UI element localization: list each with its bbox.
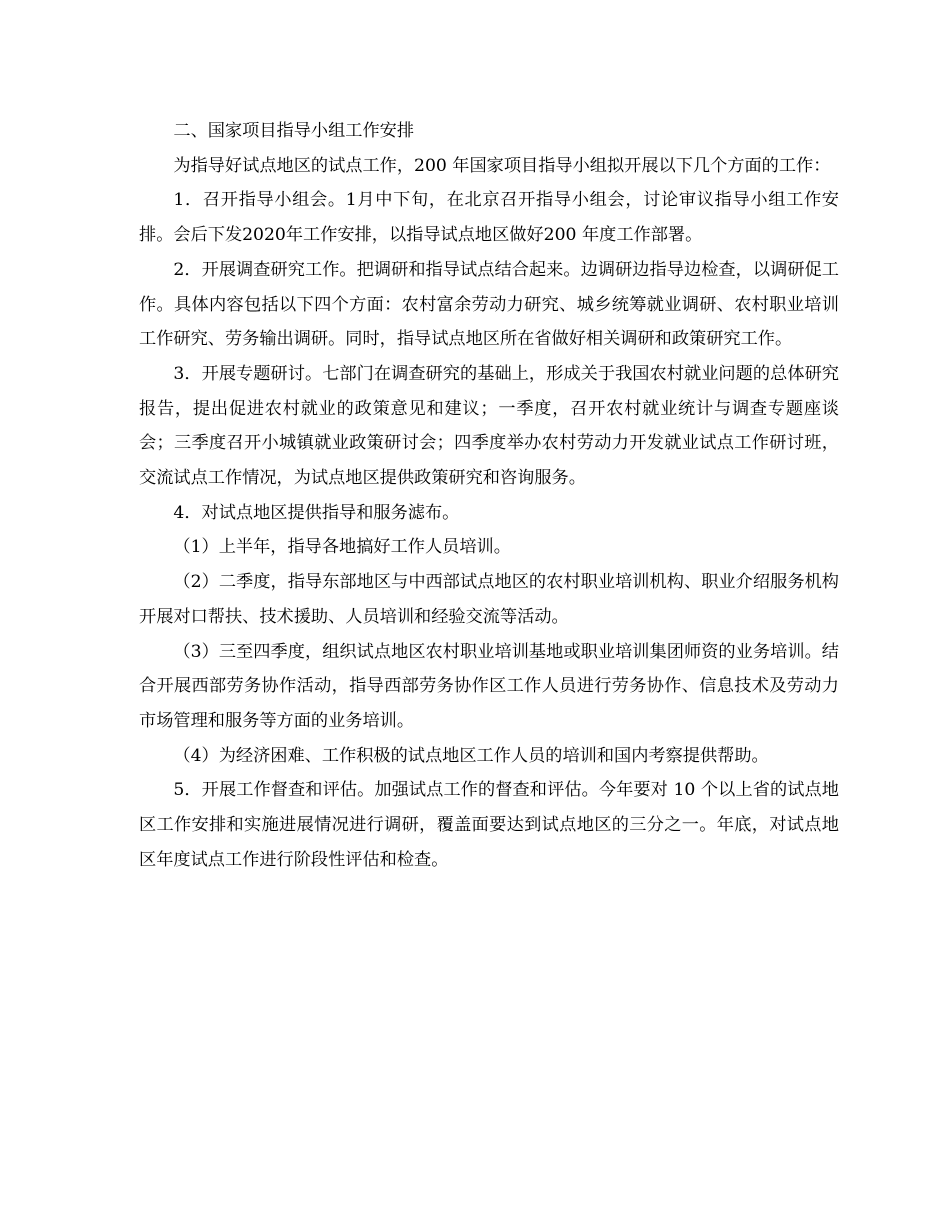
item-2-paragraph: 2．开展调查研究工作。把调研和指导试点结合起来。边调研边指导边检查，以调研促工作。具体内容包括以下四个方面：农村富余劳动力研究、城乡统筹就业调研、农村职业培训工作研究、劳务输出调研。同时，指导试点地区所在省做好相关调研和政策研究工作。 xyxy=(139,259,839,350)
document-body xyxy=(139,114,839,877)
section-heading: 二、国家项目指导小组工作安排 xyxy=(173,121,415,141)
subitem-4-paragraph: （4）为经济困难、工作积极的试点地区工作人员的培训和国内考察提供帮助。 xyxy=(173,745,769,766)
item-3-paragraph: 3．开展专题研讨。七部门在调查研究的基础上，形成关于我国农村就业问题的总体研究报告，提出促进农村就业的政策意见和建议；一季度，召开农村就业统计与调查专题座谈会；三季度召开小城镇就业政策研讨会；四季度举办农村劳动力开发就业试点工作研讨班，交流试点工作情况，为试点地区提供政策研究和咨询服务。 xyxy=(139,363,839,489)
intro-paragraph: 为指导好试点地区的试点工作，200 年国家项目指导小组拟开展以下几个方面的工作： xyxy=(173,155,831,176)
item-4-paragraph: 4．对试点地区提供指导和服务滤布。 xyxy=(173,502,460,523)
subitem-2-paragraph: （2）二季度，指导东部地区与中西部试点地区的农村职业培训机构、职业介绍服务机构开展对口帮扶、技术援助、人员培训和经验交流等活动。 xyxy=(139,572,839,627)
item-5-paragraph: 5．开展工作督查和评估。加强试点工作的督查和评估。今年要对 10 个以上省的试点地区工作安排和实施进展情况进行调研，覆盖面要达到试点地区的三分之一。年底，对试点地区年度试点工作进行阶段性评估和检查。 xyxy=(139,780,839,870)
subitem-3-paragraph: （3）三至四季度，组织试点地区农村职业培训基地或职业培训集团师资的业务培训。结合开展西部劳务协作活动，指导西部劳务协作区工作人员进行劳务协作、信息技术及劳动力市场管理和服务等方面的业务培训。 xyxy=(139,641,839,731)
subitem-1-paragraph: （1）上半年，指导各地搞好工作人员培训。 xyxy=(173,537,511,558)
item-1-paragraph: 1．召开指导小组会。1月中下旬，在北京召开指导小组会，讨论审议指导小组工作安排。会后下发2020年工作安排，以指导试点地区做好200 年度工作部署。 xyxy=(139,190,839,246)
